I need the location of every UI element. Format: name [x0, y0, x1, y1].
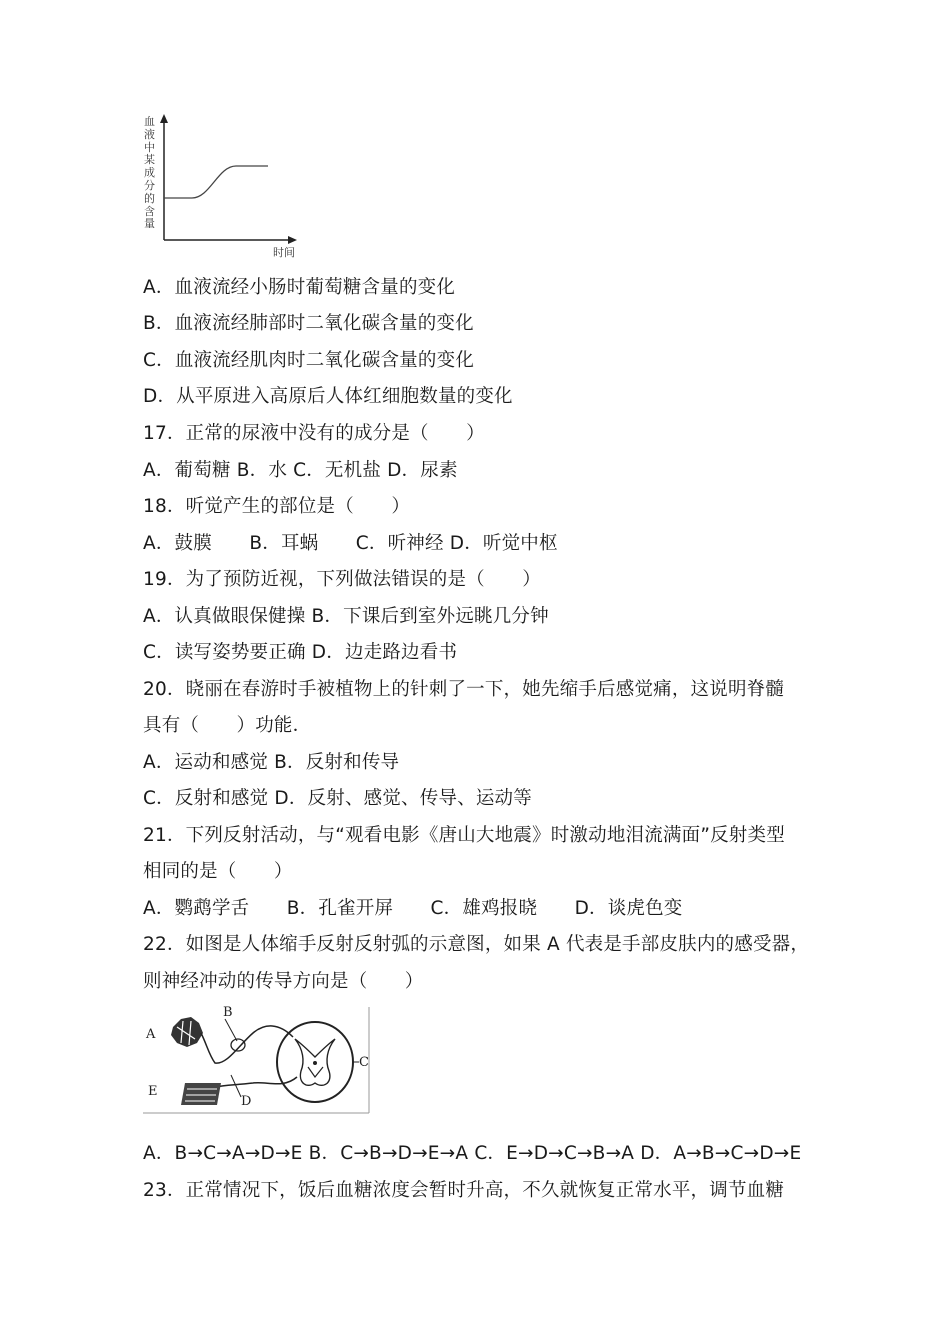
q16-option-c: C．血液流经肌肉时二氧化碳含量的变化 — [143, 350, 475, 371]
reflex-arc-drawing — [143, 1005, 371, 1115]
q20-stem-line2: 具有（ ）功能． — [143, 715, 312, 736]
q20-options-cd: C．反射和感觉 D．反射、感觉、传导、运动等 — [143, 788, 532, 809]
q21-stem-line2: 相同的是（ ） — [143, 861, 293, 882]
q20-options-ab: A．运动和感觉 B．反射和传导 — [143, 752, 400, 773]
diagram-label-e: E — [148, 1084, 158, 1099]
effector-muscle — [181, 1083, 221, 1105]
reflex-arc-diagram — [143, 1005, 371, 1115]
q17-stem: 17．正常的尿液中没有的成分是（ ） — [143, 423, 485, 444]
q18-stem: 18．听觉产生的部位是（ ） — [143, 496, 411, 517]
graph-y-label: 血液中某成分的含量 — [144, 115, 155, 231]
receptor-skin — [171, 1017, 203, 1047]
q17-options: A．葡萄糖 B．水 C．无机盐 D．尿素 — [143, 460, 458, 481]
q18-options: A．鼓膜 B．耳蜗 C．听神经 D．听觉中枢 — [143, 533, 558, 554]
q16-option-a: A．血液流经小肠时葡萄糖含量的变化 — [143, 277, 456, 298]
graph-axes — [140, 112, 305, 262]
q16-option-d: D．从平原进入高原后人体红细胞数量的变化 — [143, 386, 513, 407]
q16-option-b: B．血液流经肺部时二氧化碳含量的变化 — [143, 313, 474, 334]
diagram-label-c: C — [359, 1055, 369, 1070]
q20-stem-line1: 20．晓丽在春游时手被植物上的针刺了一下，她先缩手后感觉痛，这说明脊髓 — [143, 679, 785, 700]
content-change-graph — [140, 112, 305, 262]
q22-options: A．B→C→A→D→E B．C→B→D→E→A C．E→D→C→B→A D．A→B→C→D→E — [143, 1143, 802, 1164]
q21-stem-line1: 21．下列反射活动，与“观看电影《唐山大地震》时激动地泪流满面”反射类型 — [143, 825, 785, 846]
q19-stem: 19．为了预防近视，下列做法错误的是（ ） — [143, 569, 541, 590]
diagram-label-b: B — [223, 1005, 233, 1020]
q19-options-ab: A．认真做眼保健操 B．下课后到室外远眺几分钟 — [143, 606, 549, 627]
spinal-cord — [277, 1022, 353, 1102]
q19-options-cd: C．读写姿势要正确 D．边走路边看书 — [143, 642, 458, 663]
q23-stem-line1: 23．正常情况下，饭后血糖浓度会暂时升高，不久就恢复正常水平，调节血糖 — [143, 1180, 785, 1201]
graph-curve — [164, 166, 268, 198]
diagram-label-a: A — [146, 1027, 156, 1042]
q22-stem-line1: 22．如图是人体缩手反射反射弧的示意图，如果 A 代表是手部皮肤内的感受器， — [143, 934, 810, 955]
diagram-label-d: D — [241, 1094, 252, 1109]
q22-stem-line2: 则神经冲动的传导方向是（ ） — [143, 971, 424, 992]
q21-options: A．鹦鹉学舌 B．孔雀开屏 C．雄鸡报晓 D．谈虎色变 — [143, 898, 683, 919]
graph-x-label: 时间 — [273, 246, 295, 259]
